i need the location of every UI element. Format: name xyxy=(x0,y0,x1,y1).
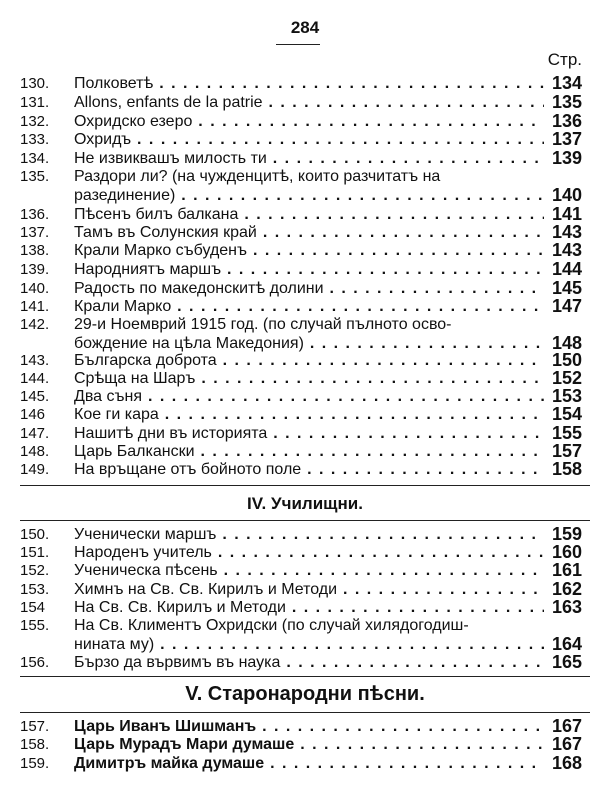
entry-number: 147. xyxy=(20,425,50,442)
toc-entry xyxy=(0,717,610,736)
entry-title-line-2: разединение) . . . xyxy=(74,187,544,204)
toc-entry xyxy=(0,223,610,242)
entry-number: 132. xyxy=(20,113,50,130)
entry-number: 151. xyxy=(20,544,50,561)
section-divider xyxy=(20,485,590,486)
entry-number: 137. xyxy=(20,224,50,241)
entry-number: 152. xyxy=(20,562,50,579)
entry-title: Не извиквашъ милость ти . . . xyxy=(74,150,544,167)
entry-number: 159. xyxy=(20,755,50,772)
toc-entry xyxy=(0,93,610,112)
entry-title: Ученическа пѣсень . . . xyxy=(74,562,544,579)
entry-page: 134 xyxy=(551,73,582,93)
toc-entry xyxy=(0,112,610,131)
entry-number: 157. xyxy=(20,718,50,735)
entry-number: 144. xyxy=(20,370,50,387)
entry-page: 148 xyxy=(551,333,582,353)
entry-page: 167 xyxy=(551,716,582,736)
toc-entry xyxy=(0,754,610,773)
entry-page: 161 xyxy=(551,560,582,580)
entry-title-line-1: 29-и Ноемврий 1915 год. (по случай пълното осво- xyxy=(74,316,452,333)
entry-title: Българска доброта . . . xyxy=(74,352,544,369)
section-heading: V. Старонародни пѣсни. xyxy=(185,683,425,705)
entry-title: На Св. Св. Кирилъ и Методи . . . xyxy=(74,599,544,616)
entry-title: Ученически маршъ . . . xyxy=(74,526,544,543)
toc-entry xyxy=(0,424,610,443)
section-divider xyxy=(20,712,590,713)
toc-entry xyxy=(0,205,610,224)
entry-page: 152 xyxy=(551,368,582,388)
entry-number: 148. xyxy=(20,443,50,460)
entry-title: Охридско езеро . . . xyxy=(74,113,544,130)
entry-title-line-2: нината му) . . . xyxy=(74,636,544,653)
entry-page: 168 xyxy=(551,753,582,773)
entry-number: 139. xyxy=(20,261,50,278)
entry-number: 136. xyxy=(20,206,50,223)
entry-page: 154 xyxy=(551,404,582,424)
entry-page: 155 xyxy=(551,423,582,443)
toc-entry xyxy=(0,149,610,168)
toc-entry xyxy=(0,241,610,260)
entry-page: 143 xyxy=(551,222,582,242)
entry-page: 162 xyxy=(551,579,582,599)
entry-page: 167 xyxy=(551,734,582,754)
entry-title: Народниятъ маршъ . . . xyxy=(74,261,544,278)
entry-page: 145 xyxy=(551,278,582,298)
entry-title: Тамъ въ Солунския край . . . xyxy=(74,224,544,241)
toc-entry xyxy=(0,369,610,388)
entry-page: 137 xyxy=(551,129,582,149)
entry-title: Бързо да вървимъ въ наука . . . xyxy=(74,654,544,671)
entry-page: 140 xyxy=(551,185,582,205)
entry-title: Царь Иванъ Шишманъ . . . xyxy=(74,718,544,735)
entry-number: 133. xyxy=(20,131,50,148)
toc-entry xyxy=(0,442,610,461)
toc-entry xyxy=(0,616,610,654)
entry-title-line-2: бождение на цѣла Македония) . . . xyxy=(74,335,544,352)
entry-title-line-1: На Св. Климентъ Охридски (по случай хилядогодиш- xyxy=(74,617,469,634)
entry-title: Химнъ на Св. Св. Кирилъ и Методи . . . xyxy=(74,581,544,598)
entry-page: 159 xyxy=(551,524,582,544)
entry-title: Крали Марко . . . xyxy=(74,298,544,315)
entry-number: 143. xyxy=(20,352,50,369)
toc-entry xyxy=(0,351,610,370)
entry-title: Крали Марко събуденъ . . . xyxy=(74,242,544,259)
toc-entry xyxy=(0,260,610,279)
entry-title: Срѣща на Шаръ . . . xyxy=(74,370,544,387)
entry-title: Радость по македонскитѣ долини . . . xyxy=(74,280,544,297)
entry-number: 158. xyxy=(20,736,50,753)
entry-number: 142. xyxy=(20,316,50,333)
page-number: 284 xyxy=(290,18,320,37)
entry-page: 157 xyxy=(551,441,582,461)
toc-entry xyxy=(0,130,610,149)
toc-entry xyxy=(0,460,610,479)
toc-entry xyxy=(0,315,610,353)
entry-title: Пѣсенъ билъ балкана . . . xyxy=(74,206,544,223)
entry-page: 158 xyxy=(551,459,582,479)
toc-entry xyxy=(0,561,610,580)
entry-title: Нашитѣ дни въ историята . . . xyxy=(74,425,544,442)
entry-number: 138. xyxy=(20,242,50,259)
entry-number: 140. xyxy=(20,280,50,297)
entry-number: 154 xyxy=(20,599,46,616)
entry-page: 139 xyxy=(551,148,582,168)
entry-number: 131. xyxy=(20,94,50,111)
toc-entry xyxy=(0,525,610,544)
entry-title: Царь Балкански . . . xyxy=(74,443,544,460)
section-divider xyxy=(20,520,590,521)
toc-entry xyxy=(0,580,610,599)
entry-page: 144 xyxy=(551,259,582,279)
entry-page: 143 xyxy=(551,240,582,260)
entry-page: 164 xyxy=(551,634,582,654)
entry-title: Два съня . . . xyxy=(74,388,544,405)
entry-page: 160 xyxy=(551,542,582,562)
entry-number: 146 xyxy=(20,406,46,423)
entry-title: Охридъ . . . xyxy=(74,131,544,148)
entry-number: 149. xyxy=(20,461,50,478)
section-heading: IV. Училищни. xyxy=(247,494,363,513)
toc-entry xyxy=(0,74,610,93)
entry-page: 135 xyxy=(551,92,582,112)
entry-number: 134. xyxy=(20,150,50,167)
entry-number: 145. xyxy=(20,388,50,405)
entry-title: Кое ги кара . . . xyxy=(74,406,544,423)
entry-title: На връщане отъ бойното поле . . . xyxy=(74,461,544,478)
entry-page: 165 xyxy=(551,652,582,672)
entry-title: Полковетѣ . . . xyxy=(74,75,544,92)
toc-entry xyxy=(0,543,610,562)
entry-title-line-1: Раздори ли? (на чужденцитѣ, които разчитатъ на xyxy=(74,168,441,185)
entry-title: Народенъ учитель . . . xyxy=(74,544,544,561)
toc-entry xyxy=(0,297,610,316)
entry-number: 150. xyxy=(20,526,50,543)
entry-page: 141 xyxy=(551,204,582,224)
entry-page: 163 xyxy=(551,597,582,617)
entry-number: 135. xyxy=(20,168,50,185)
entry-page: 147 xyxy=(551,296,582,316)
toc-entry xyxy=(0,653,610,672)
entry-number: 155. xyxy=(20,617,50,634)
entry-number: 153. xyxy=(20,581,50,598)
entry-title: Царь Мурадъ Мари думаше . . . xyxy=(74,736,544,753)
entry-title: Димитръ майка думаше . . . xyxy=(74,755,544,772)
section-divider xyxy=(20,676,590,677)
entry-number: 141. xyxy=(20,298,50,315)
toc-entry xyxy=(0,735,610,754)
entry-page: 153 xyxy=(551,386,582,406)
page-column-header: Стр. xyxy=(547,50,582,69)
entry-title: Allons, enfants de la patrie . . . xyxy=(74,94,544,111)
page-number-rule xyxy=(276,44,320,45)
toc-entry xyxy=(0,167,610,205)
toc-entry xyxy=(0,598,610,617)
toc-entry xyxy=(0,405,610,424)
entry-number: 130. xyxy=(20,75,50,92)
entry-page: 150 xyxy=(551,350,582,370)
toc-entry xyxy=(0,279,610,298)
entry-page: 136 xyxy=(551,111,582,131)
toc-entry xyxy=(0,387,610,406)
entry-number: 156. xyxy=(20,654,50,671)
